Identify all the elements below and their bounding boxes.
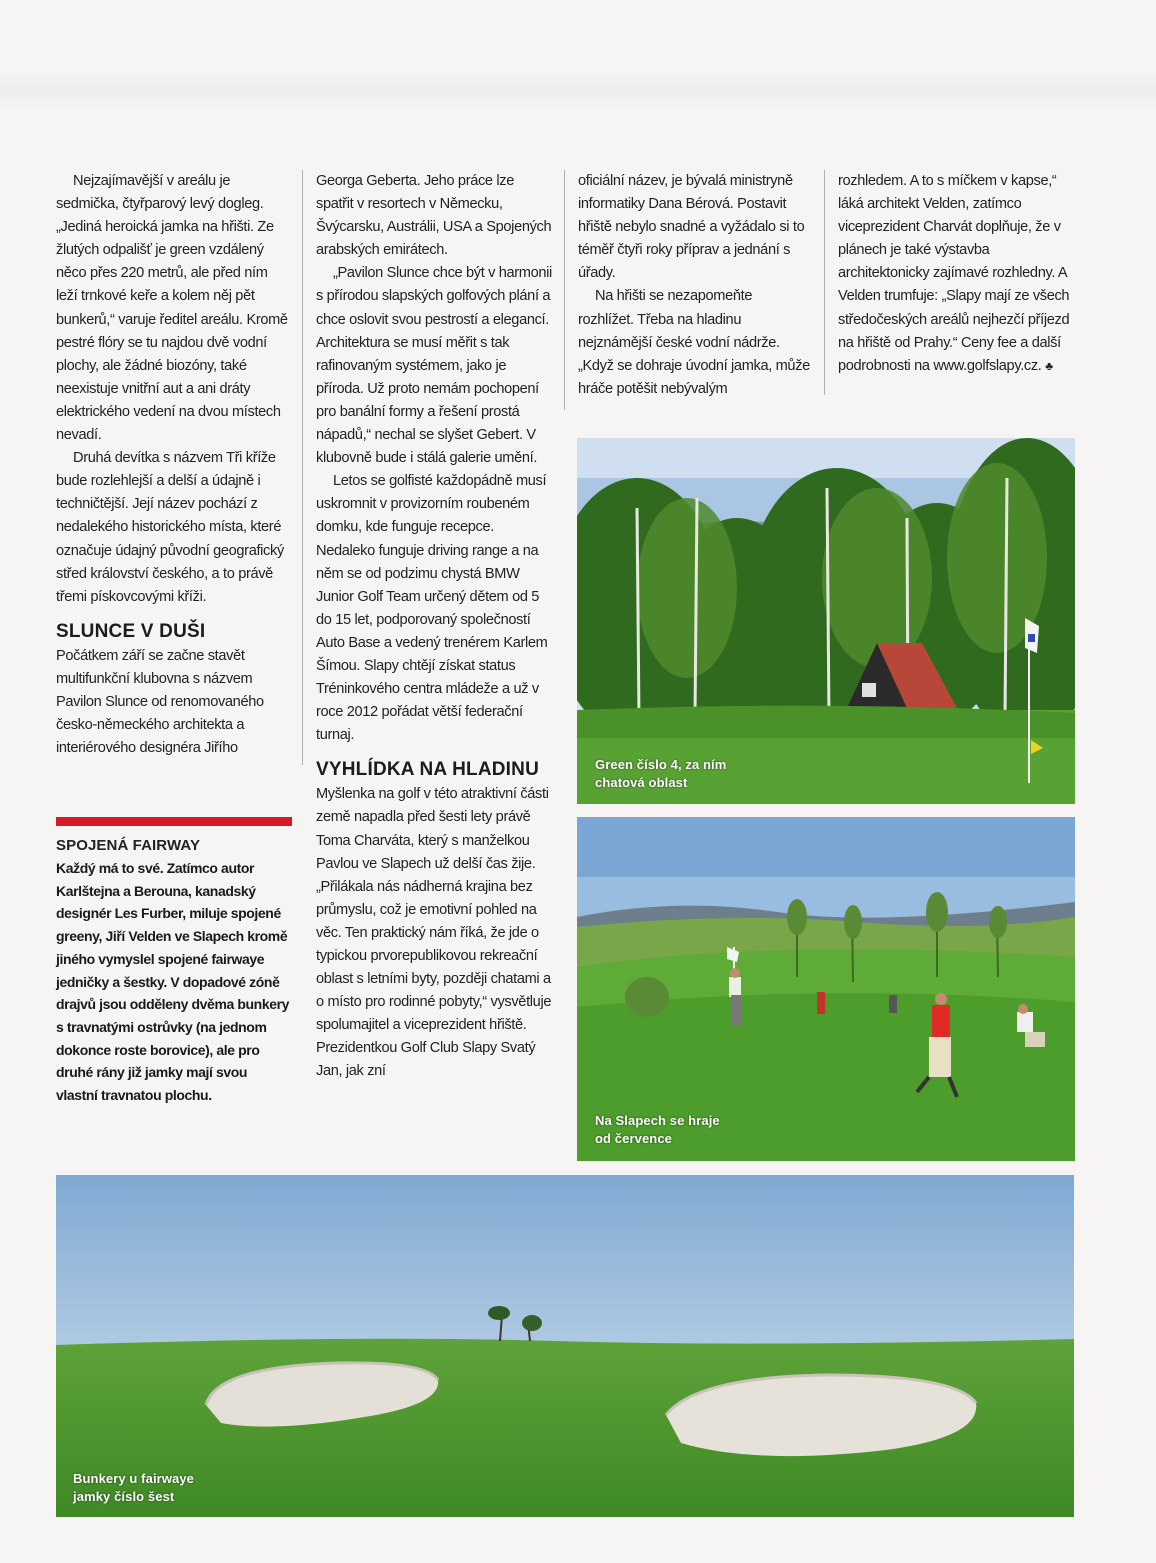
photo-players <box>577 817 1075 1161</box>
photo-bunkers <box>56 1175 1074 1517</box>
caption-line: jamky číslo šest <box>73 1489 175 1504</box>
photo-caption <box>595 756 795 792</box>
section-heading: VYHLÍDKA NA HLADINU <box>316 759 539 781</box>
text-column-2 <box>316 170 554 1084</box>
column-divider <box>564 170 565 410</box>
paragraph-text: rozhledem. A to s míčkem v kapse,“ láká architekt Velden, zatímco viceprezident Charvát doplňuje, že v plánech je také výstavba architektonicky zajímavé rozhledny. A Velden trumfuje: „Slapy mají ze všech středočeských areálů nejhezčí příjezd na hřiště od Prahy.“ Ceny fee a další podrobnosti na www.golfslapy.cz. <box>838 173 1070 374</box>
paragraph: Myšlenka na golf v této atraktivní části země napadla před šesti lety právě Toma Charváta, který s manželkou Pavlou ve Slapech už delší čas žije. „Přilákala nás nádherná krajina bez průmyslu, což je emotivní pohled na věc. Ten praktický nám říká, že jde o typickou prvorepublikovou rekreační oblast s letními byty, později chatami a o místo pro rodinné pobyty,“ vysvětluje spolumajitel a viceprezident hřiště. Prezidentkou Golf Club Slapy Svatý Jan, jak zní <box>316 786 552 1080</box>
paragraph: Na hřišti se nezapomeňte rozhlížet. Třeba na hladinu nejznámější české vodní nádrže. „Když se dohraje úvodní jamka, může hráče potěšit nebývalým <box>578 288 810 397</box>
sidebar-heading: SPOJENÁ FAIRWAY <box>56 837 201 854</box>
bunkers-photo <box>56 1175 1074 1517</box>
scan-shade <box>0 70 1156 110</box>
caption-line: od července <box>595 1131 672 1146</box>
text-column-1 <box>56 170 288 760</box>
golf-green-photo <box>577 438 1075 804</box>
photo-caption <box>73 1470 293 1506</box>
paragraph <box>838 170 1070 378</box>
paragraph: Nejzajímavější v areálu je sedmička, čtyřparový levý dogleg. „Jediná heroická jamka na hřišti. Ze žlutých odpališť je green vzdálený něco přes 220 metrů, ale před ním leží trnkové keře a kolem něj pět bunkerů,“ varuje ředitel areálu. Kromě pestré flóry se tu najdou dvě vodní plochy, ale žádné biozóny, také neexistuje vnitřní aut a ani dráty elektrického vedení na dvou místech nevadí. <box>56 173 288 444</box>
caption-line: Bunkery u fairwaye <box>73 1471 195 1486</box>
paragraph: Georga Geberta. Jeho práce lze spatřit v resortech v Německu, Švýcarsku, Austrálii, USA a Spojených arabských emirátech. <box>316 173 552 259</box>
paragraph: Počátkem září se začne stavět multifunkční klubovna s názvem Pavilon Slunce od renomovaného česko-německého architekta a interiérového designéra Jiřího <box>56 647 264 757</box>
caption-line: chatová oblast <box>595 775 688 790</box>
text-column-4 <box>838 170 1070 378</box>
sidebar-box <box>56 817 292 1107</box>
paragraph: Letos se golfisté každopádně musí uskromnit v provizorním roubeném domku, kde funguje recepce. Nedaleko funguje driving range a na něm se od podzimu chystá BMW Junior Golf Team určený dětem od 5 do 15 let, podporovaný společností Auto Base a vedený trenérem Karlem Šímou. Slapy chtějí získat status Tréninkového centra mládeže a už v roce 2012 pořádat větší federační turnaj. <box>316 473 548 744</box>
paragraph: Druhá devítka s názvem Tři kříže bude rozlehlejší a delší a údajně i techničtější. Její název pochází z nedalekého historického místa, které označuje údajný původní geografický střed království českého, a to právě třemi pískovcovými kříži. <box>56 450 284 605</box>
photo-green-cottage <box>577 438 1075 804</box>
paragraph: oficiální název, je bývalá ministryně informatiky Dana Bérová. Postavit hřiště nebylo snadné a vyžádalo si to téměř čtyři roky příprav a jednání s úřady. <box>578 173 805 282</box>
column-divider <box>824 170 825 395</box>
sidebar-text: Každý má to své. Zatímco autor Karlštejna a Berouna, kanadský designér Les Furber, miluje spojené greeny, Jiří Velden ve Slapech kromě jiného vymyslel spojené fairwaye jedničky a šestky. V dopadové zóně drajvů jsou odděleny dvěma bunkery s travnatými ostrůvky (na jednom dokonce roste borovice), ale pro druhé rány již jamky mají svou vlastní travnatou plochu. <box>56 860 290 1104</box>
golfers-photo <box>577 817 1075 1161</box>
red-divider <box>56 817 292 826</box>
text-column-3 <box>578 170 810 401</box>
paragraph: „Pavilon Slunce chce být v harmonii s přírodou slapských golfových plání a chce oslovit svou pestrostí a elegancí. Architektura se musí měřit s tak rafinovaným systémem, jako je příroda. Už proto nemám pochopení pro banální formy a řešení prostá nápadů,“ nechal se slyšet Gebert. V klubovně bude i stálá galerie umění. <box>316 265 552 467</box>
club-end-icon: ♣ <box>1045 358 1053 373</box>
caption-line: Na Slapech se hraje <box>595 1113 720 1128</box>
column-divider <box>302 170 303 765</box>
section-heading: SLUNCE V DUŠI <box>56 620 206 642</box>
caption-line: Green číslo 4, za ním <box>595 757 727 772</box>
photo-caption <box>595 1112 795 1148</box>
